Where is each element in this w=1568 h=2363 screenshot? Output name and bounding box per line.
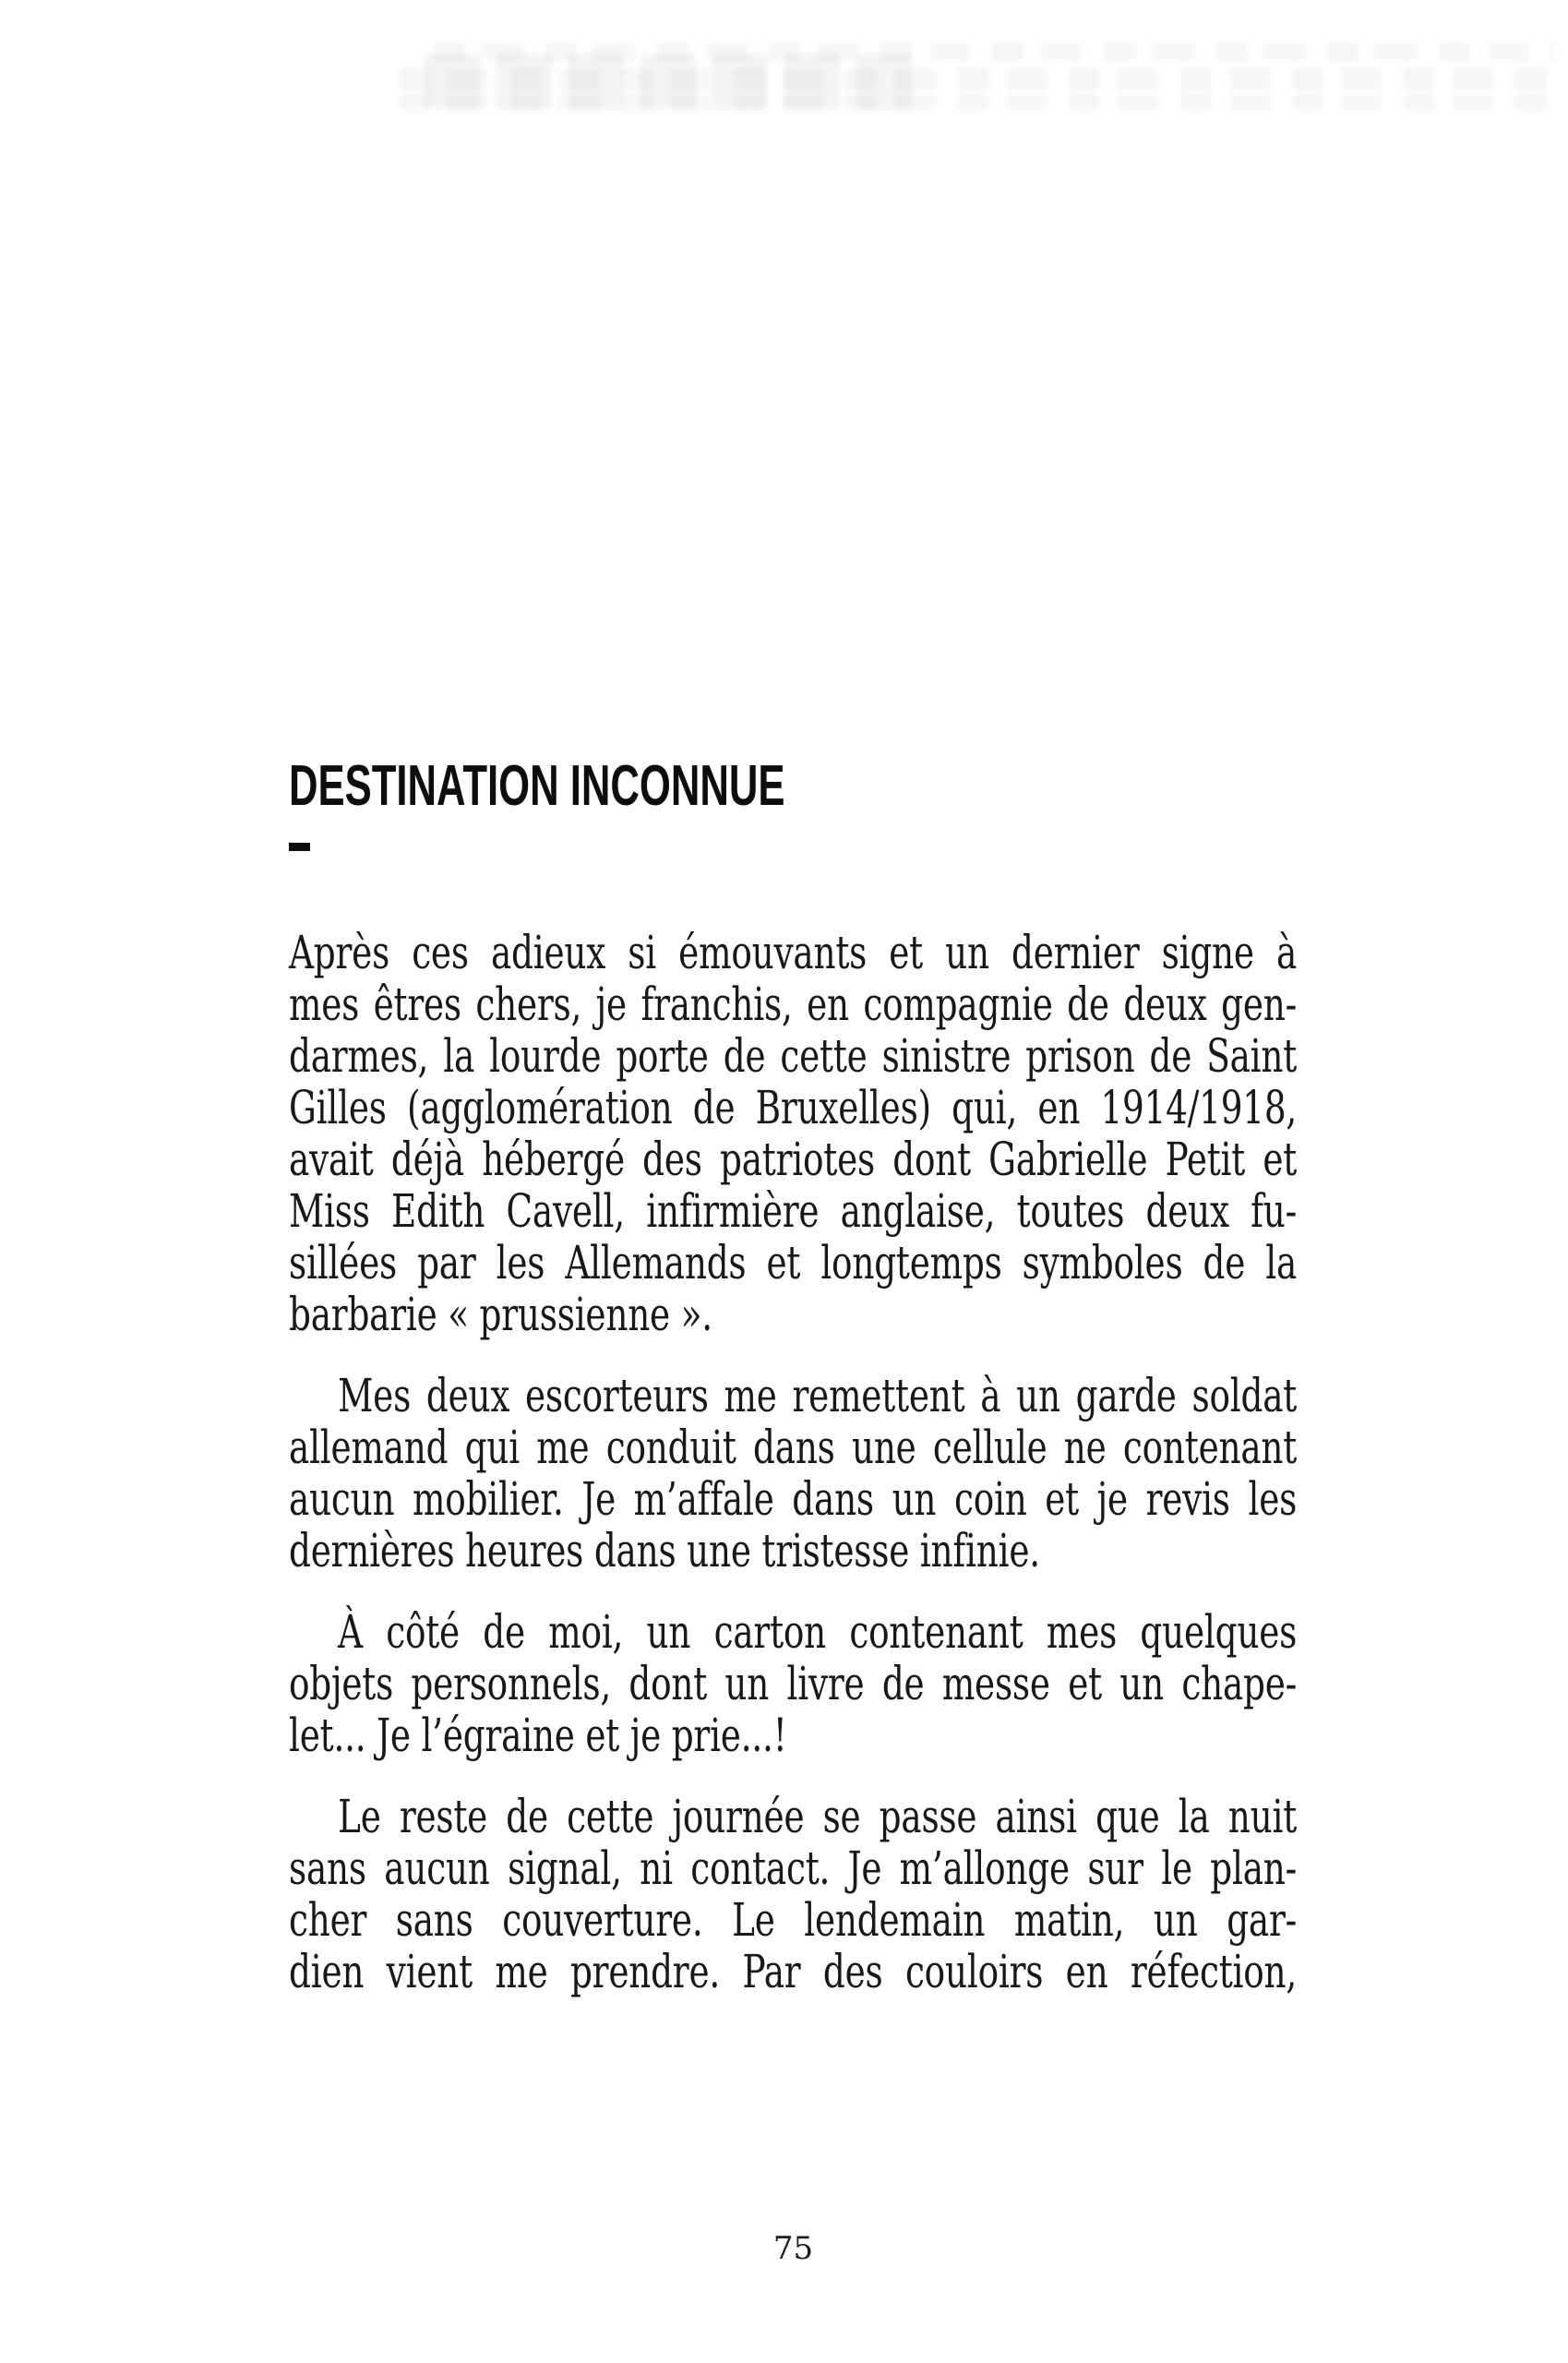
text-line: sillées par les Allemands et longtemps symboles de la [289, 1236, 1298, 1289]
paragraph [289, 1606, 1297, 1761]
text-line: aucun mobilier. Je m’affale dans un coin et je revis les [289, 1472, 1298, 1526]
chapter-title: DESTINATION INCONNUE [289, 754, 785, 818]
paragraph [289, 927, 1297, 1340]
text-line: Mes deux escorteurs me remettent à un garde soldat [338, 1369, 1298, 1422]
text-line: Après ces adieux si émouvants et un dernier signe à [289, 926, 1298, 979]
paragraph [289, 1370, 1297, 1577]
text-line: dien vient me prendre. Par des couloirs en réfection, [289, 1945, 1298, 1998]
text-line: Le reste de cette journée se passe ainsi que la nuit [338, 1790, 1298, 1843]
paragraph [289, 1791, 1297, 1997]
title-dash [289, 843, 310, 851]
text-line: Gilles (agglomération de Bruxelles) qui, en 1914/1918, [289, 1081, 1298, 1134]
text-line: dernières heures dans une tristesse infinie. [289, 1524, 1040, 1577]
text-line: Miss Edith Cavell, infirmière anglaise, toutes deux fu- [289, 1184, 1298, 1238]
page-number: 75 [772, 2230, 814, 2267]
bleed-row [434, 42, 1555, 61]
bleed-row [399, 94, 1555, 110]
text-line: barbarie « prussienne ». [289, 1288, 712, 1341]
bleed-row [399, 68, 1555, 90]
text-line: allemand qui me conduit dans une cellule ne contenant [289, 1421, 1298, 1474]
text-line: cher sans couverture. Le lendemain matin, un gar- [289, 1893, 1298, 1947]
text-line: darmes, la lourde porte de cette sinistre prison de Saint [289, 1029, 1298, 1083]
text-line: avait déjà hébergé des patriotes dont Gabrielle Petit et [289, 1133, 1298, 1186]
text-line: mes êtres chers, je franchis, en compagnie de deux gen- [289, 978, 1298, 1031]
text-line: sans aucun signal, ni contact. Je m’allonge sur le plan- [289, 1841, 1298, 1895]
text-line: À côté de moi, un carton contenant mes quelques [338, 1605, 1298, 1659]
body-text [289, 927, 1297, 1997]
bleed-cluster [425, 54, 923, 109]
text-line: objets personnels, dont un livre de messe et un chape- [289, 1657, 1298, 1710]
text-line: let... Je l’égraine et je prie...! [289, 1709, 787, 1762]
